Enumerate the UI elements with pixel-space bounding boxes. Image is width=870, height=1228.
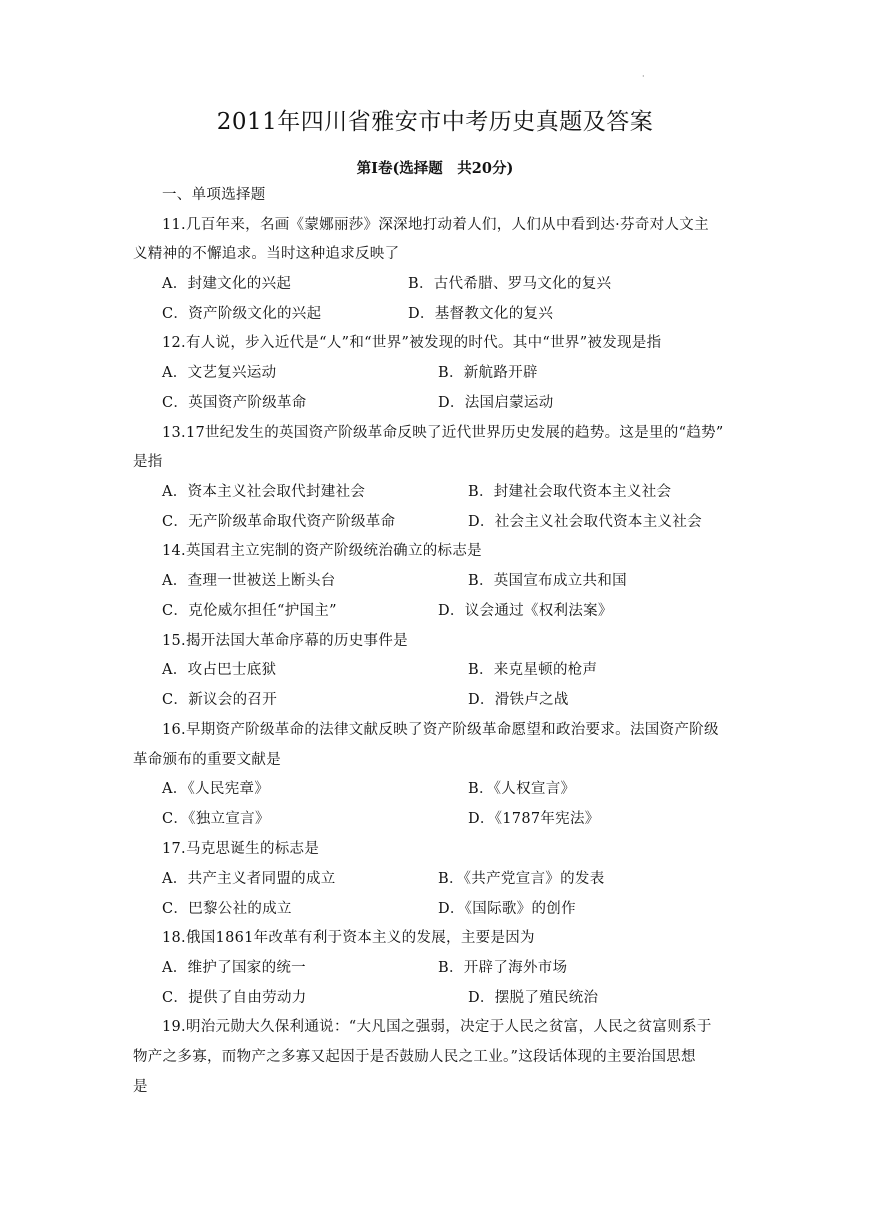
question-19-stem-line-3: 是 — [133, 1079, 148, 1095]
question-12-option-a: A．文艺复兴运动 — [162, 365, 277, 381]
question-16-stem-line-1: 16.早期资产阶级革命的法律文献反映了资产阶级革命愿望和政治要求。法国资产阶级 — [162, 722, 719, 738]
question-12-stem-line-1: 12.有人说，步入近代是“人”和“世界”被发现的时代。其中“世界”被发现是指 — [162, 335, 662, 351]
question-18-option-d: D．摆脱了殖民统治 — [468, 990, 599, 1006]
question-12-option-c: C．英国资产阶级革命 — [162, 395, 307, 411]
part-heading: 一、单项选择题 — [162, 187, 266, 203]
question-11-stem-line-2: 义精神的不懈追求。当时这种追求反映了 — [133, 246, 400, 262]
question-15-option-c: C．新议会的召开 — [162, 692, 277, 708]
question-19-stem-line-1: 19.明治元勋大久保利通说：“大凡国之强弱，决定于人民之贫富，人民之贫富则系于 — [162, 1019, 712, 1035]
question-16-stem-line-2: 革命颁布的重要文献是 — [133, 752, 281, 768]
question-18-option-a: A．维护了国家的统一 — [162, 960, 306, 976]
question-13-stem-line-1: 13.17世纪发生的英国资产阶级革命反映了近代世界历史发展的趋势。这是里的“趋势” — [162, 425, 724, 441]
question-18-option-b: B．开辟了海外市场 — [438, 960, 568, 976]
section-title: 第Ⅰ卷(选择题 共20分) — [356, 160, 514, 177]
question-17-option-b: B．《共产党宣言》的发表 — [438, 871, 605, 887]
question-17-option-d: D．《国际歌》的创作 — [438, 901, 576, 917]
question-13-stem-line-2: 是指 — [133, 454, 163, 470]
corner-mark: · — [642, 72, 645, 81]
question-15-stem-line-1: 15.揭开法国大革命序幕的历史事件是 — [162, 633, 408, 649]
question-13-option-b: B．封建社会取代资本主义社会 — [468, 484, 672, 500]
page-title: 2011年四川省雅安市中考历史真题及答案 — [216, 109, 654, 135]
question-16-option-c: C．《独立宣言》 — [162, 811, 270, 827]
question-12-option-b: B．新航路开辟 — [438, 365, 538, 381]
question-15-option-d: D．滑铁卢之战 — [468, 692, 569, 708]
question-16-option-d: D．《1787年宪法》 — [468, 811, 600, 827]
question-19-stem-line-2: 物产之多寡，而物产之多寡又起因于是否鼓励人民之工业。”这段话体现的主要治国思想 — [133, 1049, 696, 1065]
question-11-option-b: B．古代希腊、罗马文化的复兴 — [408, 276, 612, 292]
question-14-option-c: C．克伦威尔担任“护国主” — [162, 603, 337, 619]
question-14-option-d: D．议会通过《权利法案》 — [438, 603, 613, 619]
question-11-option-a: A．封建文化的兴起 — [162, 276, 292, 292]
question-14-option-b: B．英国宣布成立共和国 — [468, 573, 627, 589]
question-18-option-c: C．提供了自由劳动力 — [162, 990, 307, 1006]
question-17-option-a: A．共产主义者同盟的成立 — [162, 871, 336, 887]
question-13-option-d: D．社会主义社会取代资本主义社会 — [468, 514, 702, 530]
question-15-option-b: B．来克星顿的枪声 — [468, 662, 598, 678]
question-16-option-a: A．《人民宪章》 — [162, 781, 270, 797]
question-11-option-c: C．资产阶级文化的兴起 — [162, 306, 322, 322]
question-12-option-d: D．法国启蒙运动 — [438, 395, 554, 411]
question-11-option-d: D．基督教文化的复兴 — [408, 306, 554, 322]
question-15-option-a: A．攻占巴士底狱 — [162, 662, 277, 678]
question-11-stem-line-1: 11.几百年来，名画《蒙娜丽莎》深深地打动着人们，人们从中看到达·芬奇对人文主 — [162, 217, 709, 233]
question-17-option-c: C．巴黎公社的成立 — [162, 901, 292, 917]
question-17-stem-line-1: 17.马克思诞生的标志是 — [162, 841, 320, 857]
question-13-option-c: C．无产阶级革命取代资产阶级革命 — [162, 514, 396, 530]
question-16-option-b: B．《人权宣言》 — [468, 781, 576, 797]
question-13-option-a: A．资本主义社会取代封建社会 — [162, 484, 366, 500]
question-18-stem-line-1: 18.俄国1861年改革有利于资本主义的发展，主要是因为 — [162, 930, 535, 946]
question-14-stem-line-1: 14.英国君主立宪制的资产阶级统治确立的标志是 — [162, 543, 482, 559]
question-14-option-a: A．查理一世被送上断头台 — [162, 573, 336, 589]
